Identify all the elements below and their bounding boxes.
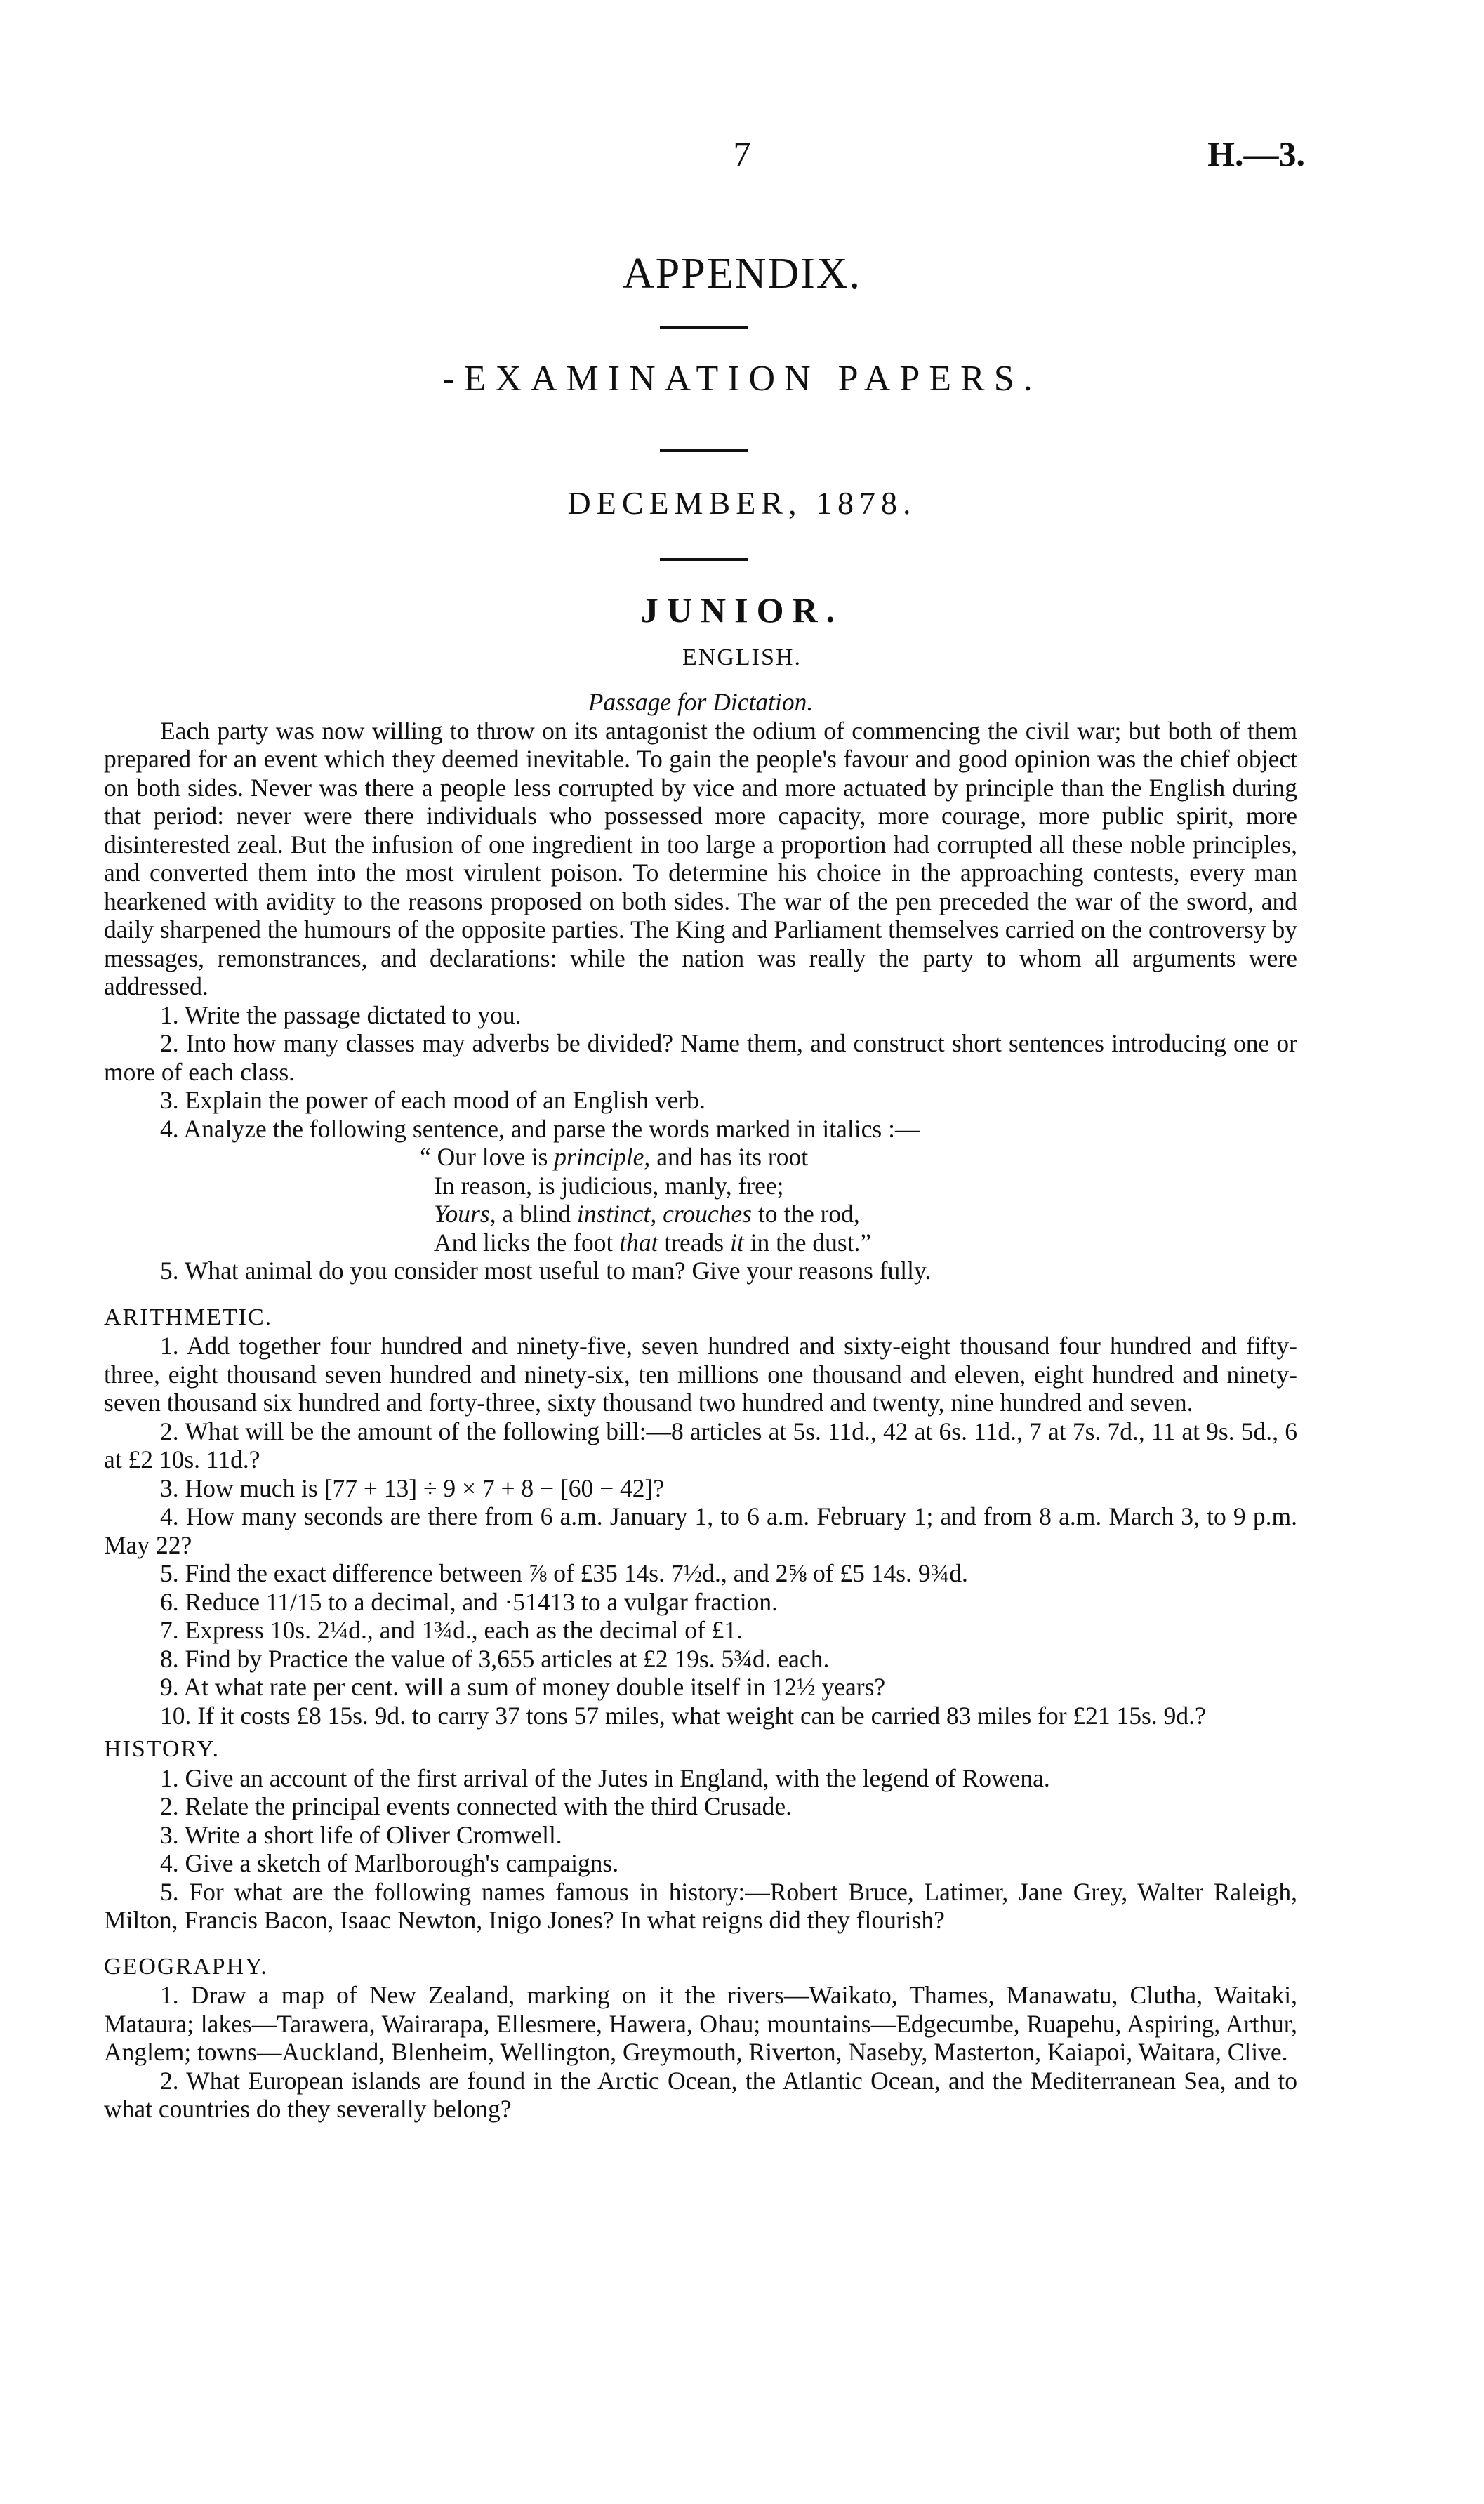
dictation-heading: Passage for Dictation. [588, 688, 814, 716]
history-heading: HISTORY. [104, 1736, 220, 1762]
english-question: 5. What animal do you consider most useful to man? Give your reasons fully. [160, 1257, 932, 1285]
history-question: 3. Write a short life of Oliver Cromwell. [160, 1820, 562, 1849]
subject-heading: ENGLISH. [682, 644, 802, 670]
history-question: 2. Relate the principal events connected with the third Crusade. [160, 1792, 793, 1820]
history-question: 5. For what are the following names famous in history:—Robert Bruce, Latimer, Jane Grey, Walter Raleigh, Milton, Francis Bacon, Isaac Newton, Inigo Jones? In what reigns did they flourish? [104, 1877, 1297, 1934]
arithmetic-heading: ARITHMETIC. [104, 1304, 273, 1330]
quoted-verse: “ Our love is principle, and has its root In reason, is judicious, manly, free; Yours, a blind instinct, crouches to the rod, And licks the foot that treads it in the dust.” [420, 1143, 872, 1257]
date-title: DECEMBER, 1878. [567, 485, 917, 521]
arithmetic-question: 3. How much is [77 + 13] ÷ 9 × 7 + 8 − [60 − 42]? [160, 1473, 665, 1502]
arithmetic-question: 5. Find the exact difference between ⅞ of £35 14s. 7½d., and 2⅝ of £5 14s. 9¾d. [160, 1559, 968, 1587]
english-question: 1. Write the passage dictated to you. [160, 1000, 522, 1029]
exam-papers-title: -EXAMINATION PAPERS. [442, 359, 1042, 399]
arithmetic-question: 2. What will be the amount of the following bill:—8 articles at 5s. 11d., 42 at 6s. 11d., 7 at 7s. 7d., 11 at 9s. 5d., 6 at £2 10s. 11d.? [104, 1417, 1297, 1473]
arithmetic-question: 7. Express 10s. 2¼d., and 1¾d., each as the decimal of £1. [160, 1616, 743, 1644]
arithmetic-question: 4. How many seconds are there from 6 a.m. January 1, to 6 a.m. February 1; and from 8 a.m. March 3, to 9 p.m. May 22? [104, 1502, 1297, 1559]
arithmetic-question: 6. Reduce 11/15 to a decimal, and ·51413 to a vulgar fraction. [160, 1587, 778, 1616]
history-question: 1. Give an account of the first arrival of the Jutes in England, with the legend of Rowena. [160, 1763, 1050, 1792]
page-number: 7 [733, 134, 751, 173]
arithmetic-question: 1. Add together four hundred and ninety-five, seven hundred and sixty-eight thousand four hundred and fifty-three, eight thousand seven hundred and ninety-six, ten millions one thousand and eleven, eight hundred and ninety-seven thousand six hundred and forty-three, sixty thousand two hundred and twenty, nine hundred and seven. [104, 1332, 1297, 1417]
english-question: 3. Explain the power of each mood of an English verb. [160, 1086, 705, 1114]
document-reference: H.—3. [1207, 134, 1305, 173]
english-question: 4. Analyze the following sentence, and parse the words marked in italics :— [160, 1114, 920, 1143]
geography-question: 1. Draw a map of New Zealand, marking on it the rivers—Waikato, Thames, Manawatu, Clutha, Waitaki, Mataura; lakes—Tarawera, Wairarapa, Ellesmere, Hawera, Ohau; mountains—Edgecumbe, Ruapehu, Aspiring, Arthur, Anglem; towns—Auckland, Blenheim, Wellington, Greymouth, Riverton, Naseby, Masterton, Kaiapoi, Waitara, Clive. [104, 1981, 1297, 2066]
arithmetic-question: 8. Find by Practice the value of 3,655 articles at £2 19s. 5¾d. each. [160, 1644, 830, 1673]
geography-question: 2. What European islands are found in the Arctic Ocean, the Atlantic Ocean, and the Mediterranean Sea, and to what countries do they severally belong? [104, 2066, 1297, 2123]
dictation-passage: Each party was now willing to throw on its antagonist the odium of commencing the civil war; but both of them prepared for an event which they deemed inevitable. To gain the people's favour and good opinion was the chief object on both sides. Never was there a people less corrupted by vice and more actuated by principle than the English during that period: never were there individuals who possessed more capacity, more courage, more public spirit, more disinterested zeal. But the infusion of one ingredient in too large a proportion had corrupted all these noble principles, and converted them into the most virulent poison. To determine his choice in the approaching contests, every man hearkened with avidity to the reasons proposed on both sides. The war of the pen preceded the war of the sword, and daily sharpened the humours of the opposite parties. The King and Parliament themselves carried on the controversy by messages, remonstrances, and declarations: while the nation was really the party to whom all arguments were addressed. [104, 716, 1297, 1000]
divider-rule [660, 326, 748, 329]
english-question: 2. Into how many classes may adverbs be divided? Name them, and construct short sentences introducing one or more of each class. [104, 1029, 1297, 1086]
arithmetic-question: 9. At what rate per cent. will a sum of money double itself in 12½ years? [160, 1673, 886, 1701]
history-question: 4. Give a sketch of Marlborough's campaigns. [160, 1849, 619, 1877]
appendix-title: APPENDIX. [622, 250, 862, 298]
divider-rule [660, 449, 748, 452]
divider-rule [660, 558, 748, 561]
arithmetic-question: 10. If it costs £8 15s. 9d. to carry 37 tons 57 miles, what weight can be carried 83 miles for £21 15s. 9d.? [160, 1701, 1206, 1730]
exam-content [104, 688, 1297, 2124]
geography-heading: GEOGRAPHY. [104, 1953, 268, 1980]
level-title: JUNIOR. [640, 590, 844, 630]
